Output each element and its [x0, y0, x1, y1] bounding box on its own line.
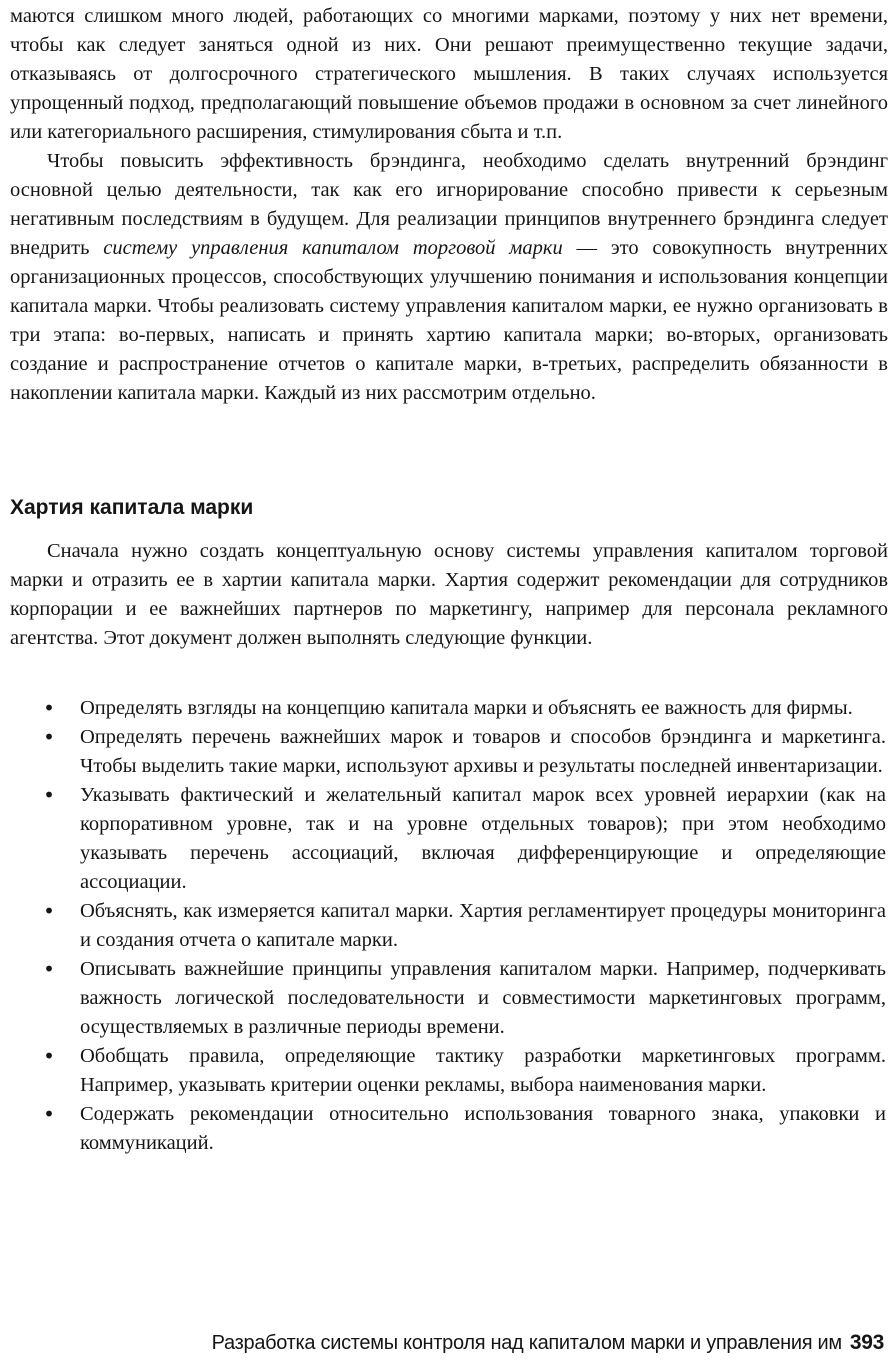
bullet-icon: • [43, 1044, 55, 1068]
intro-paragraph-internal-branding [10, 147, 888, 408]
intro-text [10, 2, 888, 408]
page-footer [212, 1329, 884, 1357]
running-title: Разработка системы контроля над капиталом марки и управления им [211, 1332, 842, 1354]
list-item-text: Объяснять, как измеряется капитал марки. Хартия регламентирует процедуры мониторинга и создания отчета о капитале марки. [80, 900, 886, 951]
list-item [0, 1100, 896, 1158]
list-item-text: Содержать рекомендации относительно использования товарного знака, упаковки и коммуникаций. [80, 1103, 886, 1154]
section-intro [10, 537, 888, 653]
list-item [0, 955, 896, 1042]
bullet-icon: • [43, 696, 55, 720]
list-item-text: Определять перечень важнейших марок и товаров и способов брэндинга и маркетинга. Чтобы выделить такие марки, используют архивы и результаты последней инвентаризации. [80, 726, 886, 777]
section-paragraph: Сначала нужно создать концептуальную основу системы управления капиталом торговой марки и отразить ее в хартии капитала марки. Хартия содержит рекомендации для сотрудников корпорации и ее важнейших партнеров по маркетингу, например для персонала рекламного агентства. Этот документ должен выполнять следующие функции. [10, 540, 888, 649]
bullet-icon: • [43, 783, 55, 807]
list-item-text: Определять взгляды на концепцию капитала марки и объяснять ее важность для фирмы. [80, 697, 853, 719]
bullet-icon: • [43, 1102, 55, 1126]
list-item [0, 897, 896, 955]
bullet-icon: • [43, 725, 55, 749]
list-item [0, 723, 896, 781]
bullet-icon: • [43, 899, 55, 923]
emphasized-term: систему управления капиталом торговой марки [103, 237, 563, 259]
intro-paragraph-continued: маются слишком много людей, работающих со многими марками, поэтому у них нет времени, чтобы как следует заняться одной из них. Они решают преимущественно текущие задачи, отказываясь от долгосрочного стратегического мышления. В таких случаях используется упрощенный подход, предполагающий повышение объемов продажи в основном за счет линейного или категориального расширения, стимулирования сбыта и т.п. [10, 5, 888, 143]
list-item [0, 781, 896, 897]
list-item-text: Указывать фактический и желательный капитал марок всех уровней иерархии (как на корпоративном уровне, так и на уровне отдельных товаров); при этом необходимо указывать перечень ассоциаций, включая дифференцирующие и определяющие ассоциации. [80, 784, 886, 893]
paragraph-text-before-term: Чтобы повысить эффективность брэндинга, необходимо сделать внутренний брэндинг основной целью деятельности, так как его игнорирование способно привести к серьезным негативным последствиям в будущем. Для реализации принципов внутреннего брэндинга следует внедрить [10, 150, 888, 259]
paragraph-text-after-term: — это совокупность внутренних организационных процессов, способствующих улучшению понимания и использования концепции капитала марки. Чтобы реализовать систему управления капиталом марки, ее нужно организовать в три этапа: во-первых, написать и принять хартию капитала марки; во-вторых, организовать создание и распространение отчетов о капитале марки, в-третьих, распределить обязанности в накоплении капитала марки. Каждый из них рассмотрим отдельно. [10, 237, 888, 404]
page-number: 393 [849, 1331, 884, 1354]
list-item-text: Описывать важнейшие принципы управления капиталом марки. Например, подчеркивать важность логической последовательности и совместимости маркетинговых программ, осуществляемых в различные периоды времени. [80, 958, 886, 1038]
list-item-text: Обобщать правила, определяющие тактику разработки маркетинговых программ. Например, указывать критерии оценки рекламы, выбора наименования марки. [80, 1045, 886, 1096]
bullet-icon: • [43, 957, 55, 981]
list-item [0, 694, 896, 723]
section-heading: Хартия капитала марки [10, 496, 254, 519]
list-item [0, 1042, 896, 1100]
functions-list [0, 694, 896, 1158]
